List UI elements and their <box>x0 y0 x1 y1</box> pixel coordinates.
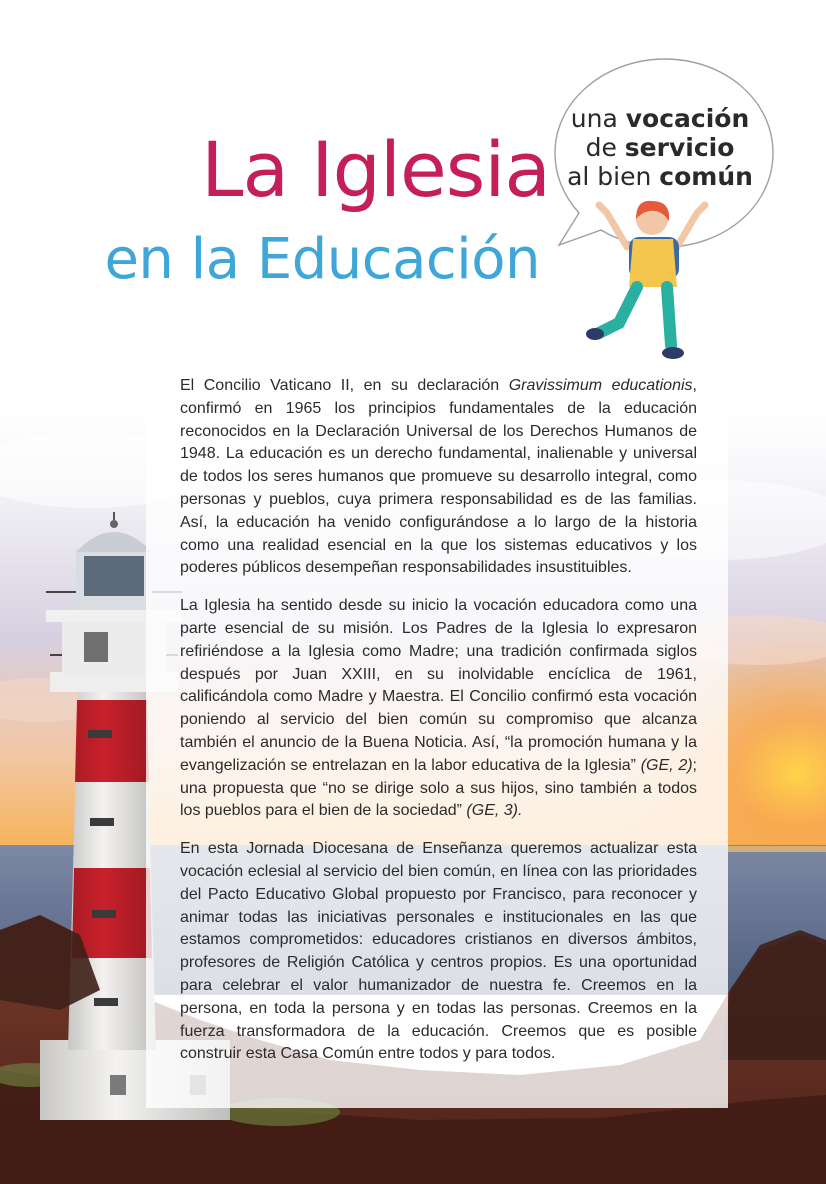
body-text <box>180 375 697 1081</box>
paragraph-1: El Concilio Vaticano II, en su declaración Gravissimum educationis, confirmó en 1965 los principios fundamentales de la educación reconocidos en la Declaración Universal de los Derechos Humanos de 1948. La educación es un derecho fundamental, inalienable y universal de todos los seres humanos que promueve su desarrollo integral, como personas y pueblos, cuya primera responsabilidad es de las familias. Así, la educación ha venido configurándose a lo largo de la historia como una realidad esencial en la que los sistemas educativos y los poderes públicos desempeñan responsabilidades insustituibles. <box>180 377 697 577</box>
paragraph-3: En esta Jornada Diocesana de Enseñanza queremos actualizar esta vocación eclesial al servicio del bien común, en línea con las prioridades del Pacto Educativo Global propuesto por Francisco, para reconocer y animar todas las iniciativas personales e institucionales en las que estamos comprometidos: educadores cristianos en diversos ámbitos, profesores de Religión Católica y centros propios. Es una oportunidad para celebrar el valor humanizador de nuestra fe. Creemos en la persona, en toda la persona y en todas las personas. Creemos en la fuerza transformadora de la educación. Creemos que es posible construir esta Casa Común entre todos y para todos. <box>180 840 697 1063</box>
page-title-line-1: La Iglesia <box>201 125 550 214</box>
paragraph-2: La Iglesia ha sentido desde su inicio la vocación educadora como una parte esencial de su misión. Los Padres de la Iglesia lo expresaron refiriéndose a la Iglesia como Madre; una tradición confirmada siglos después por Juan XXIII, en su inolvidable encíclica de 1961, calificándola como Madre y Maestra. El Concilio confirmó esta vocación poniendo al servicio del bien común su compromiso que alcanza también el anuncio de la Buena Noticia. Así, “la promoción humana y la evangelización se entrelazan en la labor educativa de la Iglesia” (GE, 2); una propuesta que “no se dirige solo a sus hijos, sino también a todos los pueblos para el bien de la sociedad” (GE, 3). <box>180 597 697 820</box>
page-title-line-2: en la Educación <box>104 227 540 292</box>
child-illustration <box>585 195 720 365</box>
speech-bubble-text: una vocación de servicio al bien común <box>567 104 753 191</box>
